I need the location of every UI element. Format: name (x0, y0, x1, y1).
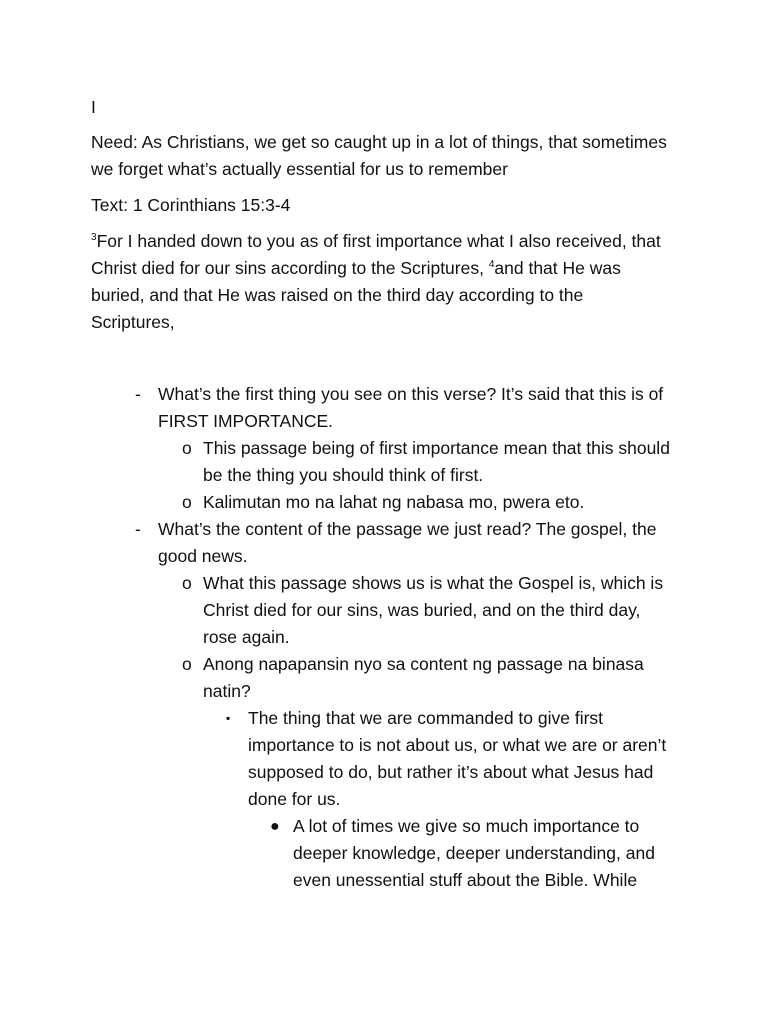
need-statement: Need: As Christians, we get so caught up in a lot of things, that sometimes we forget what’s actually essential for us to remember (91, 132, 667, 179)
list-item-text: This passage being of first importance mean that this should be the thing you should think of first. (203, 438, 670, 485)
list-item (91, 489, 671, 516)
circle-bullet-icon: o (182, 573, 192, 593)
document-page (91, 94, 671, 894)
square-bullet-icon: ▪ (226, 711, 231, 725)
verse-number-3: 3 (91, 232, 97, 243)
list-item-text: What’s the content of the passage we just read? The gospel, the good news. (158, 519, 657, 566)
list-item-text: The thing that we are commanded to give first importance to is not about us, or what we are or aren’t supposed to do, but rather it’s about what Jesus had done for us. (248, 708, 667, 809)
verse-3-text: For I handed down to you as of first importance what I also received, that Christ died for our sins according to the Scriptures, (91, 231, 661, 278)
dash-bullet-icon: - (135, 384, 141, 404)
list-item (91, 813, 671, 894)
dot-bullet-icon: ● (270, 818, 280, 835)
circle-bullet-icon: o (182, 492, 192, 512)
list-item-text: Kalimutan mo na lahat ng nabasa mo, pwera eto. (203, 492, 585, 512)
scripture-passage (91, 228, 671, 336)
dash-bullet-icon: - (135, 519, 141, 539)
blank-line (91, 345, 671, 381)
verse-4-text: and that He was buried, and that He was raised on the third day according to the Scriptures, (91, 258, 621, 332)
list-item (91, 570, 671, 651)
list-item-text: Anong napapansin nyo sa content ng passage na binasa natin? (203, 654, 644, 701)
circle-bullet-icon: o (182, 654, 192, 674)
list-item (91, 651, 671, 705)
list-item (91, 705, 671, 813)
list-item-text: What this passage shows us is what the Gospel is, which is Christ died for our sins, was buried, and on the third day, rose again. (203, 573, 664, 647)
list-item (91, 435, 671, 489)
circle-bullet-icon: o (182, 438, 192, 458)
verse-number-4: 4 (488, 259, 495, 270)
list-item (91, 381, 671, 435)
stray-character: I (91, 97, 96, 117)
text-reference: Text: 1 Corinthians 15:3-4 (91, 195, 291, 215)
list-item (91, 516, 671, 570)
list-item-text: A lot of times we give so much importance to deeper knowledge, deeper understanding, and even unessential stuff about the Bible. While (293, 816, 655, 890)
outline-list (91, 381, 671, 894)
list-item-text: What’s the first thing you see on this verse? It’s said that this is of FIRST IMPORTANCE. (158, 384, 664, 431)
